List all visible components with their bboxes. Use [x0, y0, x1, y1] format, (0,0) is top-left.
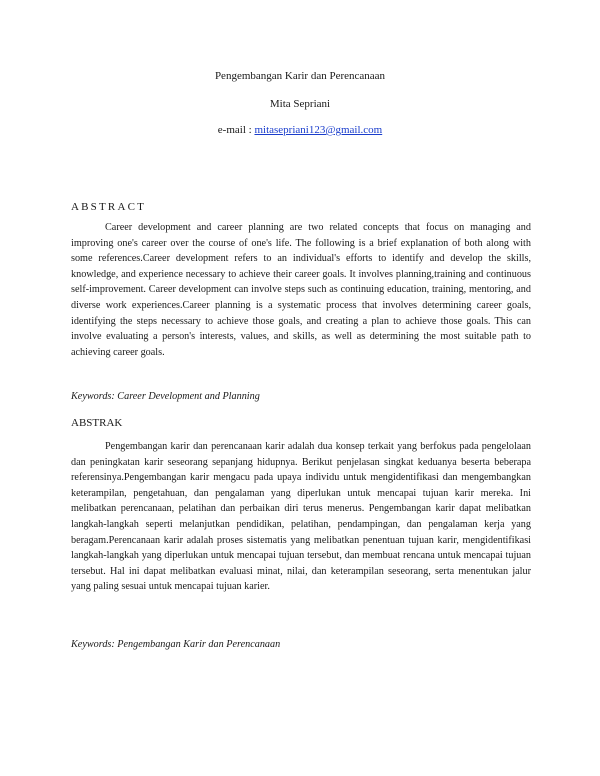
email-label: e-mail :	[217, 124, 255, 136]
author-name: Mita Sepriani	[269, 98, 331, 110]
email-link[interactable]: mitasepriani123@gmail.com	[254, 124, 383, 136]
paper-title: Pengembangan Karir dan Perencanaan	[214, 70, 386, 82]
abstract-keywords: Keywords: Career Development and Planning	[71, 391, 260, 402]
abstrak-body: Pengembangan karir dan perencanaan karir adalah dua konsep terkait yang berfokus pada pengelolaan dan peningkatan karir seseorang sepanjang hidupnya. Berikut penjelasan singkat keduanya beserta beberapa referensinya.Pengembangan karir mengacu pada upaya individu untuk mengidentifikasi dan mengembangkan keterampilan, pengetahuan, dan pengalaman yang diperlukan untuk mencapai tujuan karir mereka. Ini melibatkan perencanaan, pelatihan dan perbaikan diri terus menerus. Pengembangan karir dapat melibatkan langkah-langkah seperti melanjutkan pendidikan, pelatihan, pendampingan, dan pengalaman kerja yang beragam.Perencanaan karir adalah proses sistematis yang melibatkan penentuan tujuan karir, mengidentifikasi langkah-langkah yang diperlukan untuk mencapai tujuan tersebut, dan membuat rencana untuk mencapai tujuan tersebut. Hal ini dapat melibatkan evaluasi minat, nilai, dan keterampilan seseorang, serta menentukan jalur yang paling sesuai untuk mencapai tujuan karier.	[71, 441, 531, 593]
author-email-line	[0, 123, 600, 137]
abstract-body: Career development and career planning are two related concepts that focus on managing and improving one's career over the course of one's life. The following is a brief explanation of both along with some references.Career development refers to an individual's efforts to identify and develop the skills, knowledge, and experience necessary to achieve their career goals. It involves planning,training and continuous self-improvement. Career development can involve steps such as continuing education, training, mentoring, and diverse work experiences.Career planning is a systematic process that involves determining career goals, identifying the steps necessary to achieve those goals, and creating a plan to achieve those goals. This can involve evaluating a person's interests, values, and skills, as well as determining the most suitable path to achieving career goals.	[71, 222, 531, 358]
abstract-heading: ABSTRACT	[71, 201, 147, 213]
abstrak-heading: ABSTRAK	[71, 417, 123, 429]
abstrak-keywords: Keywords: Pengembangan Karir dan Perencanaan	[71, 639, 281, 650]
